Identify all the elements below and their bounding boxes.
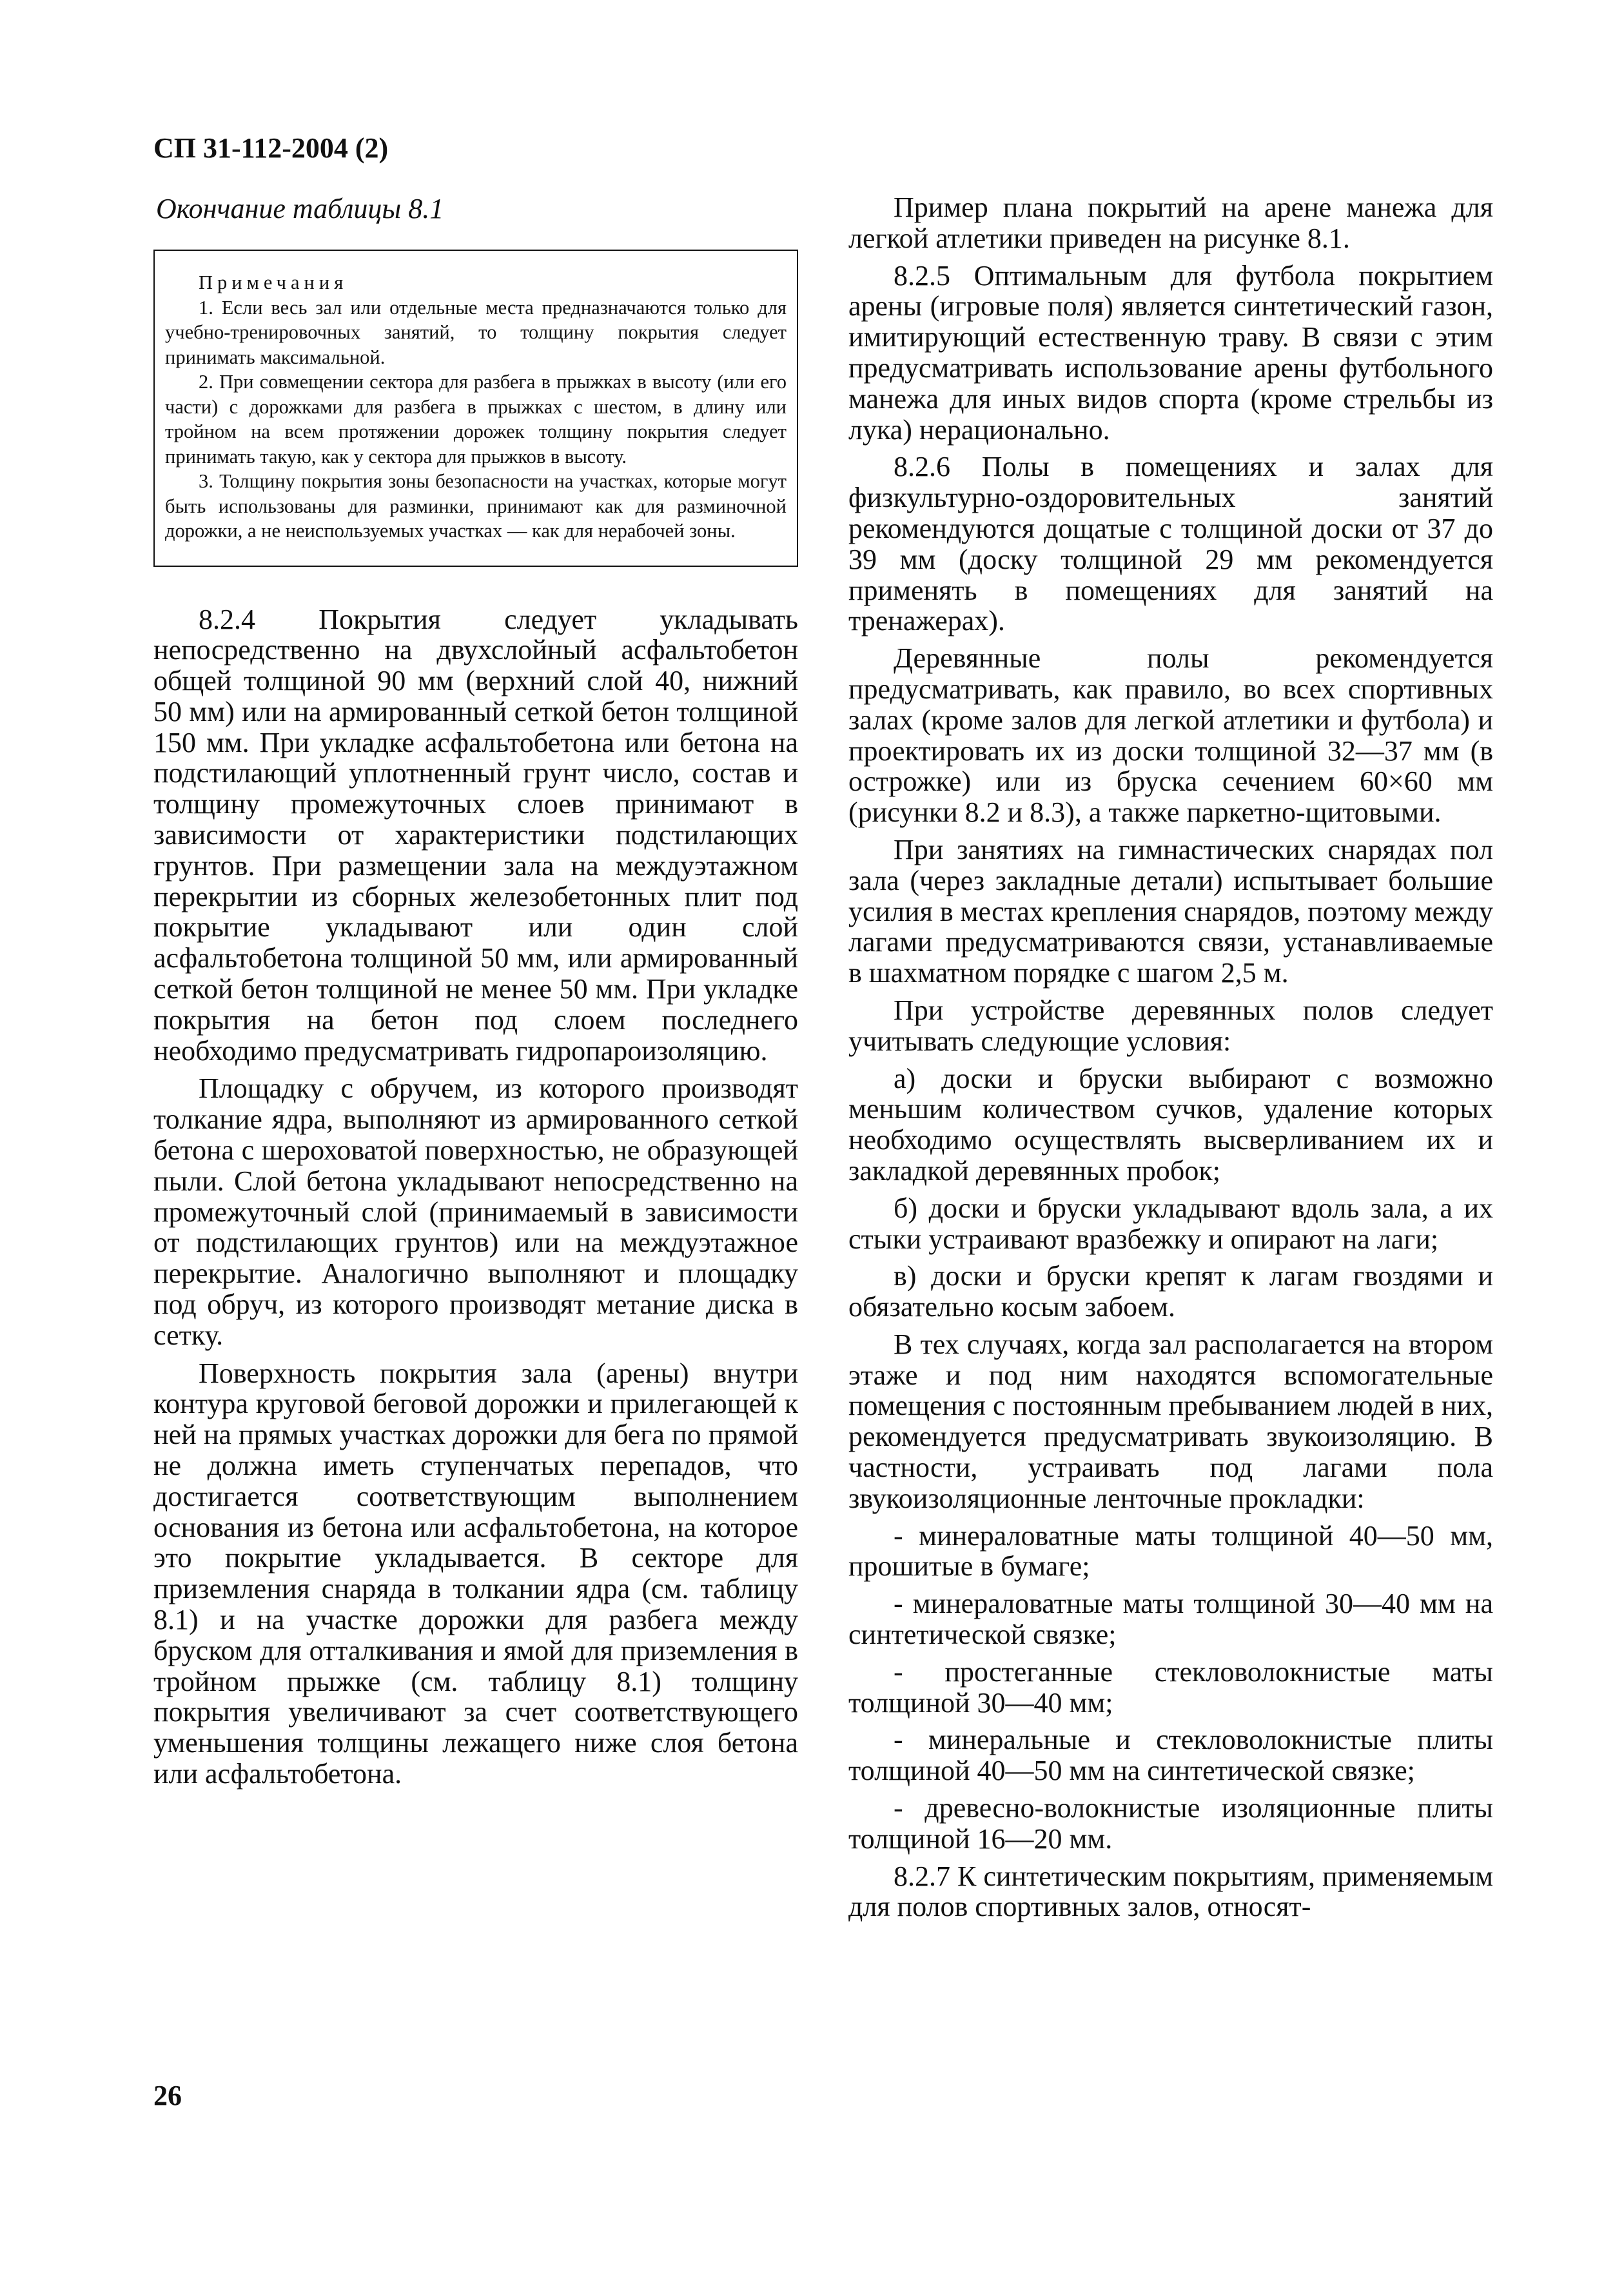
paragraph-figure-reference: Пример плана покрытий на арене манежа для легкой атлетики приведен на рисунке 8.1. [848,192,1493,254]
notes-heading: Примечания [199,271,348,293]
paragraph-8-2-5: 8.2.5 Оптимальным для футбола покрытием арены (игровые поля) является синтетический газон, имитирующий естественную траву. В связи с этим предусматривать использование арены футбольного манежа для иных видов спорта (кроме стрельбы из лука) нерационально. [848,259,1493,446]
material-list-item: - минеральные и стекловолокнистые плиты толщиной 40—50 мм на синтетической связке; [848,1724,1493,1787]
condition-item: а) доски и бруски выбирают с возможно меньшим количеством сучков, удаление которых необходимо осуществлять высверливанием их и закладкой деревянных пробок; [848,1062,1493,1187]
note-item: 2. При совмещении сектора для разбега в прыжках в высоту (или его части) с дорожками для разбега в прыжках с шестом, в длину или тройном на всем протяжении дорожек толщину покрытия следует принимать такую, как у сектора для прыжков в высоту. [165,371,787,468]
note-item: 3. Толщину покрытия зоны безопасности на участках, которые могут быть использованы для разминки, принимают как для разминочной дорожки, а не неиспользуемых участках — как для нерабочей зоны. [165,470,787,542]
material-list-item: - простеганные стекловолокнистые маты толщиной 30—40 мм; [848,1655,1493,1719]
material-list-item: - древесно-волокнистые изоляционные плиты толщиной 16—20 мм. [848,1792,1493,1855]
table-continuation-caption: Окончание таблицы 8.1 [156,193,444,224]
material-list-item: - минераловатные маты толщиной 40—50 мм, прошитые в бумаге; [848,1519,1493,1583]
page-number: 26 [153,2080,182,2111]
condition-item: б) доски и бруски укладывают вдоль зала, а их стыки устраивают вразбежку и опирают на лаги; [848,1192,1493,1255]
paragraph-sound-insulation: В тех случаях, когда зал располагается на втором этаже и под ним находятся вспомогательные помещения с постоянным пребыванием людей в них, рекомендуется предусматривать звукоизоляцию. В частности, устраивать под лагами пола звукоизоляционные ленточные прокладки: [848,1328,1493,1514]
paragraph-8-2-6: 8.2.6 Полы в помещениях и залах для физкультурно-оздоровительных занятий рекомендуются дощатые с толщиной доски от 37 до 39 мм (доску толщиной 29 мм рекомендуется применять в помещениях для занятий на тренажерах). [848,451,1493,637]
paragraph-shot-put-circle: Площадку с обручем, из которого производят толкание ядра, выполняют из армированного сеткой бетона с шероховатой поверхностью, не образующей пыли. Слой бетона укладывают непосредственно на промежуточный слой (принимаемый в зависимости от подстилающих грунтов) или на междуэтажное перекрытие. Аналогично выполняют и площадку под обруч, из которого производят метание диска в сетку. [153,1072,798,1351]
left-column [153,192,798,1797]
paragraph-arena-surface: Поверхность покрытия зала (арены) внутри контура круговой беговой дорожки и прилегающей к ней на прямых участках дорожки для бега по прямой не должна иметь ступенчатых перепадов, что достигается соответствующим выполнением основания из бетона или асфальтобетона, на которое это покрытие укладывается. В секторе для приземления снаряда в толкании ядра (см. таблицу 8.1) и на участке дорожки для разбега между бруском для отталкивания и ямой для приземления в тройном прыжке (см. таблицу 8.1) толщину покрытия увеличивают за счет соответствующего уменьшения толщины лежащего ниже слоя бетона или асфальтобетона. [153,1357,798,1790]
material-list-item: - минераловатные маты толщиной 30—40 мм на синтетической связке; [848,1588,1493,1651]
paragraph-8-2-4: 8.2.4 Покрытия следует укладывать непосредственно на двухслойный асфальтобетон общей толщиной 90 мм (верхний слой 40, нижний 50 мм) или на армированный сеткой бетон толщиной 150 мм. При укладке асфальтобетона или бетона на подстилающий уплотненный грунт число, состав и толщину промежуточных слоев принимают в зависимости от характеристики подстилающих грунтов. При размещении зала на междуэтажном перекрытии из сборных железобетонных плит под покрытие укладывают или один слой асфальтобетона толщиной 50 мм, или армированный сеткой бетон толщиной не менее 50 мм. При укладке покрытия на бетон под слоем последнего необходимо предусматривать гидропароизоляцию. [153,603,798,1067]
paragraph-gymnastics: При занятиях на гимнастических снарядах пол зала (через закладные детали) испытывает большие усилия в местах крепления снарядов, поэтому между лагами предусматриваются связи, устанавливаемые в шахматном порядке с шагом 2,5 м. [848,833,1493,989]
right-column [848,192,1493,1929]
condition-item: в) доски и бруски крепят к лагам гвоздями и обязательно косым забоем. [848,1260,1493,1323]
paragraph-wooden-floors: Деревянные полы рекомендуется предусматривать, как правило, во всех спортивных залах (кроме залов для легкой атлетики и футбола) и проектировать их из доски толщиной 32—37 мм (в острожке) или из бруска сечением 60×60 мм (рисунки 8.2 и 8.3), а также паркетно-щитовыми. [848,642,1493,829]
paragraph-8-2-7: 8.2.7 К синтетическим покрытиям, применяемым для полов спортивных залов, относят- [848,1860,1493,1923]
document-code: СП 31-112-2004 (2) [153,132,389,164]
paragraph-conditions-intro: При устройстве деревянных полов следует учитывать следующие условия: [848,994,1493,1057]
table-notes-box [153,250,798,567]
note-item: 1. Если весь зал или отдельные места предназначаются только для учебно-тренировочных занятий, то толщину покрытия следует принимать максимальной. [165,296,787,368]
